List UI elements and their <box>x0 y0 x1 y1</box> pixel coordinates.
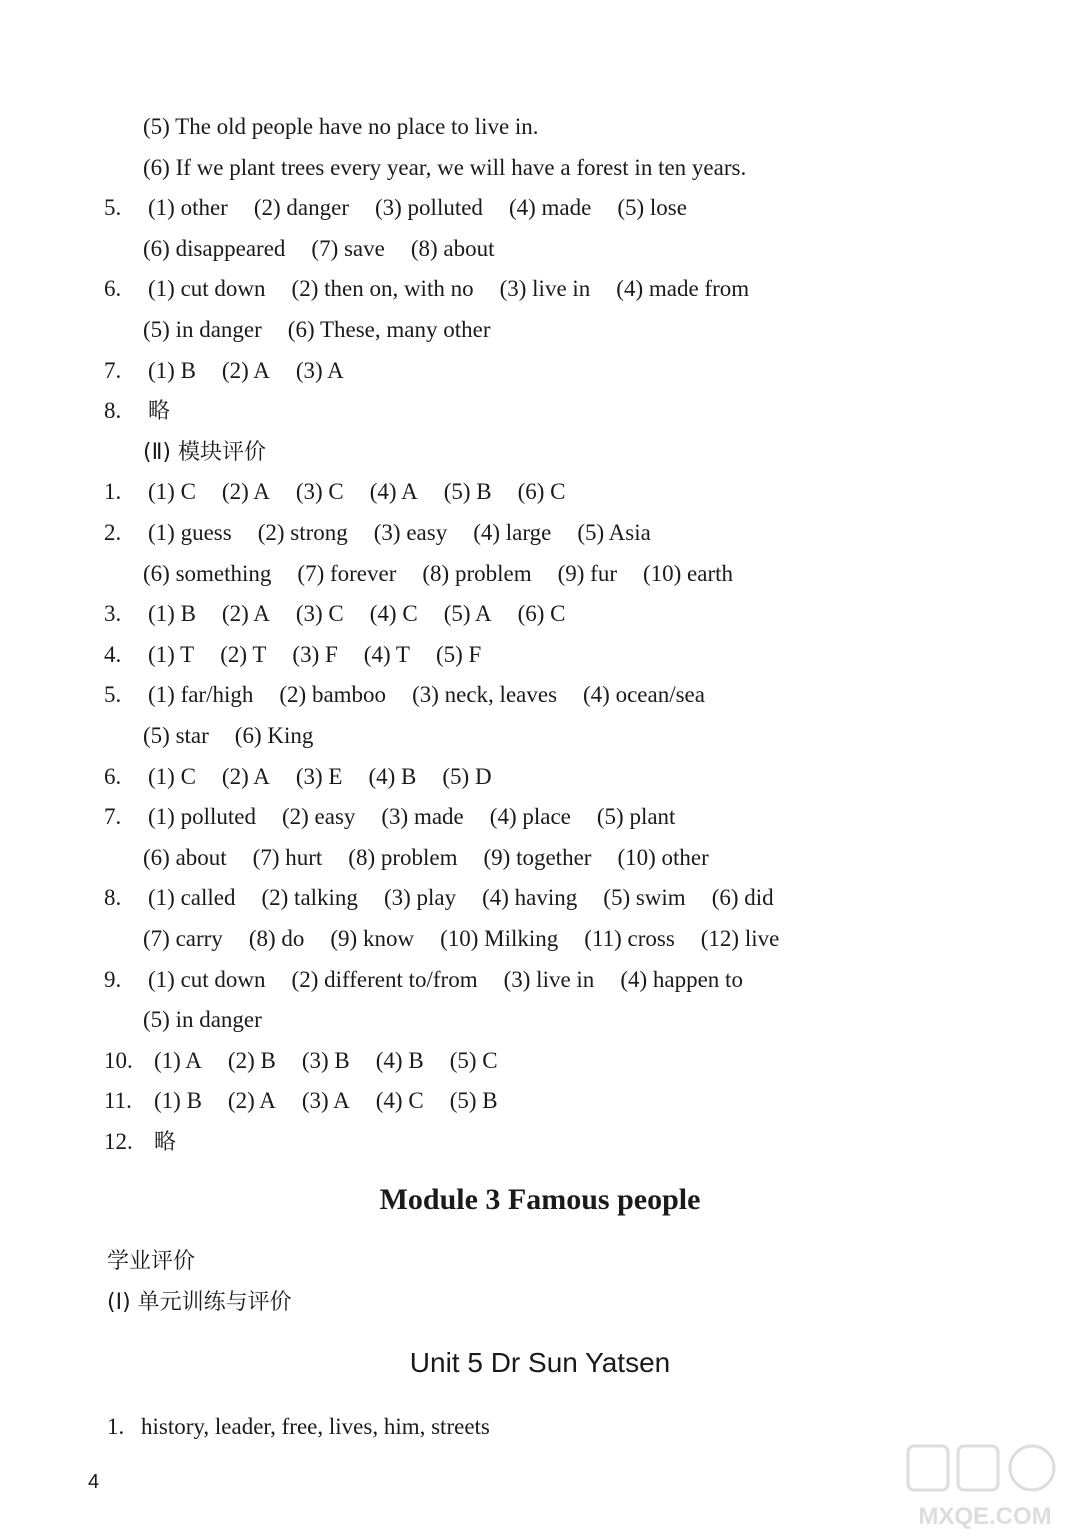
answer-line <box>143 315 490 345</box>
answer-item: (1) far/high <box>148 682 254 707</box>
answer-item: (1) cut down <box>148 276 266 301</box>
answer-item: (3) live in <box>503 967 595 992</box>
answer-item: (2) A <box>221 479 270 504</box>
answer-line <box>143 112 539 142</box>
answer-item: (4) A <box>369 479 418 504</box>
answer-item: (3) play <box>383 885 457 910</box>
question-number: 7. <box>104 358 122 383</box>
answer-item: (5) B <box>443 479 492 504</box>
answer-item: (1) T <box>148 642 195 667</box>
question-number: 7. <box>104 804 122 829</box>
answer-item: (6) about <box>143 845 227 870</box>
answer-item: (1) called <box>148 885 236 910</box>
answer-item: (3) E <box>295 764 343 789</box>
answer-item: (4) ocean/sea <box>583 682 705 707</box>
answer-item: (8) do <box>248 926 305 951</box>
answer-item: (5) in danger <box>143 317 262 342</box>
answer-item: (3) live in <box>499 276 591 301</box>
question-number: 1. <box>107 1414 125 1439</box>
answer-item: (1) B <box>148 601 196 626</box>
answer-item: (2) A <box>227 1088 276 1113</box>
answer-line <box>143 843 709 873</box>
question-number: 8. <box>104 398 122 423</box>
answer-item: (Ⅱ) 模块评价 <box>143 440 266 465</box>
watermark-text: MXQE.COM <box>918 1503 1052 1530</box>
answer-item: (5) plant <box>596 804 676 829</box>
answer-item: (6) something <box>143 561 272 586</box>
answer-item: (1) other <box>148 195 228 220</box>
answer-item: (2) B <box>227 1048 276 1073</box>
question-number: 6. <box>104 764 122 789</box>
answer-item: (6) If we plant trees every year, we will have a forest in ten years. <box>143 155 747 180</box>
answer-item: (1) B <box>154 1088 202 1113</box>
answer-item: (4) made <box>508 195 592 220</box>
answer-item: (3) A <box>301 1088 350 1113</box>
answer-item: 略 <box>148 399 171 424</box>
answer-line <box>104 680 705 710</box>
answer-item: (1) B <box>148 358 196 383</box>
answer-line <box>104 640 481 670</box>
answer-item: (10) Milking <box>440 926 559 951</box>
answer-line <box>104 1127 176 1158</box>
question-number: 9. <box>104 967 122 992</box>
answer-item: (2) talking <box>261 885 358 910</box>
answer-item: (4) happen to <box>620 967 743 992</box>
answer-item: (5) star <box>143 723 209 748</box>
answer-item: (3) neck, leaves <box>412 682 558 707</box>
answer-item: (1) C <box>148 764 196 789</box>
page-number: 4 <box>88 1471 100 1493</box>
answer-item: (10) earth <box>642 561 734 586</box>
answer-item: (4) made from <box>616 276 750 301</box>
question-number: 3. <box>104 601 122 626</box>
answer-line <box>104 477 566 507</box>
answer-line <box>143 721 313 751</box>
question-number: 10. <box>104 1048 133 1073</box>
answer-item: (5) F <box>435 642 482 667</box>
answer-line <box>104 599 566 629</box>
answer-item: (3) polluted <box>374 195 483 220</box>
answer-item: (1) polluted <box>148 804 256 829</box>
answer-item: (4) place <box>489 804 571 829</box>
answer-item: (7) hurt <box>252 845 323 870</box>
question-number: 1. <box>104 479 122 504</box>
answer-item: (4) having <box>482 885 578 910</box>
question-number: 2. <box>104 520 122 545</box>
section-title: 学业评价 <box>107 1249 196 1274</box>
answer-item: (4) large <box>473 520 552 545</box>
question-number: 5. <box>104 682 122 707</box>
answer-item: (1) A <box>154 1048 202 1073</box>
question-number: 5. <box>104 195 122 220</box>
answer-item: (2) then on, with no <box>291 276 474 301</box>
answer-item: (5) lose <box>617 195 687 220</box>
answer-item: (7) carry <box>143 926 223 951</box>
answer-item: (6) These, many other <box>287 317 491 342</box>
question-number: 6. <box>104 276 122 301</box>
answer-line <box>104 802 675 832</box>
answer-item: (7) save <box>311 236 385 261</box>
answer-item: (1) guess <box>148 520 232 545</box>
answer-item: (2) A <box>221 601 270 626</box>
answer-line <box>104 1046 498 1076</box>
answer-item: (9) know <box>330 926 415 951</box>
answer-line <box>143 437 266 468</box>
module-title: Module 3 Famous people <box>379 1183 701 1216</box>
answer-item: (6) King <box>234 723 314 748</box>
answer-item: (4) B <box>375 1048 424 1073</box>
answer-item: (2) A <box>221 764 270 789</box>
answer-item: (5) D <box>442 764 492 789</box>
answer-item: (2) easy <box>281 804 356 829</box>
answer-item: (2) A <box>221 358 270 383</box>
answer-item: (5) The old people have no place to live in. <box>143 114 539 139</box>
answer-item: (4) C <box>369 601 418 626</box>
answer-item: (8) about <box>410 236 495 261</box>
answer-item: (3) made <box>381 804 464 829</box>
answer-line <box>104 274 749 304</box>
answer-item: (2) different to/from <box>291 967 478 992</box>
answer-item: 略 <box>154 1130 177 1155</box>
answer-item: (1) C <box>148 479 196 504</box>
answer-line <box>104 193 687 223</box>
answer-item: (6) C <box>517 479 566 504</box>
answer-line <box>104 965 743 995</box>
answer-item: (3) A <box>295 358 344 383</box>
answer-item: (2) T <box>220 642 267 667</box>
answer-line <box>143 559 733 589</box>
answer-item: (3) C <box>295 479 344 504</box>
answer-line <box>104 883 774 913</box>
answer-item: (3) easy <box>373 520 448 545</box>
answer-line <box>104 518 651 548</box>
answer-item: (10) other <box>617 845 709 870</box>
answer-item: (6) disappeared <box>143 236 286 261</box>
question-number: 4. <box>104 642 122 667</box>
answer-item: (5) swim <box>603 885 686 910</box>
answer-line <box>104 1086 498 1116</box>
answer-item: (9) together <box>483 845 592 870</box>
answer-item: (8) problem <box>348 845 458 870</box>
answer-item: (8) problem <box>422 561 532 586</box>
answer-line <box>143 153 746 183</box>
answer-line <box>104 356 344 386</box>
answer-item: (3) B <box>301 1048 350 1073</box>
subsection-title: (Ⅰ) 单元训练与评价 <box>107 1290 292 1315</box>
answer-item: (5) in danger <box>143 1007 262 1032</box>
question-number: 8. <box>104 885 122 910</box>
answer-line-unit5-1 <box>107 1412 490 1442</box>
answer-item: (4) B <box>368 764 417 789</box>
answer-line <box>104 762 492 792</box>
answer-line <box>104 396 170 427</box>
answer-item: (7) forever <box>297 561 397 586</box>
answer-line <box>143 234 495 264</box>
answer-item: (2) bamboo <box>279 682 387 707</box>
answer-item: (4) T <box>363 642 410 667</box>
answer-item: (3) F <box>292 642 338 667</box>
answer-line <box>143 924 779 954</box>
answer-line <box>143 1005 262 1035</box>
answer-item: (4) C <box>375 1088 424 1113</box>
answer-item: (1) cut down <box>148 967 266 992</box>
answer-item: (2) strong <box>257 520 348 545</box>
unit-title: Unit 5 Dr Sun Yatsen <box>409 1347 671 1378</box>
question-number: 11. <box>104 1088 132 1113</box>
watermark-logo <box>900 1440 1070 1532</box>
answer-item: (12) live <box>700 926 780 951</box>
answer-text: history, leader, free, lives, him, streets <box>141 1414 490 1439</box>
answer-item: (5) Asia <box>577 520 651 545</box>
answer-item: (5) A <box>443 601 492 626</box>
answer-item: (5) B <box>449 1088 498 1113</box>
answer-item: (11) cross <box>584 926 675 951</box>
answer-item: (5) C <box>449 1048 498 1073</box>
answer-item: (2) danger <box>253 195 349 220</box>
question-number: 12. <box>104 1129 133 1154</box>
answer-item: (9) fur <box>557 561 617 586</box>
answer-item: (6) did <box>711 885 774 910</box>
answer-item: (6) C <box>517 601 566 626</box>
answer-item: (3) C <box>295 601 344 626</box>
